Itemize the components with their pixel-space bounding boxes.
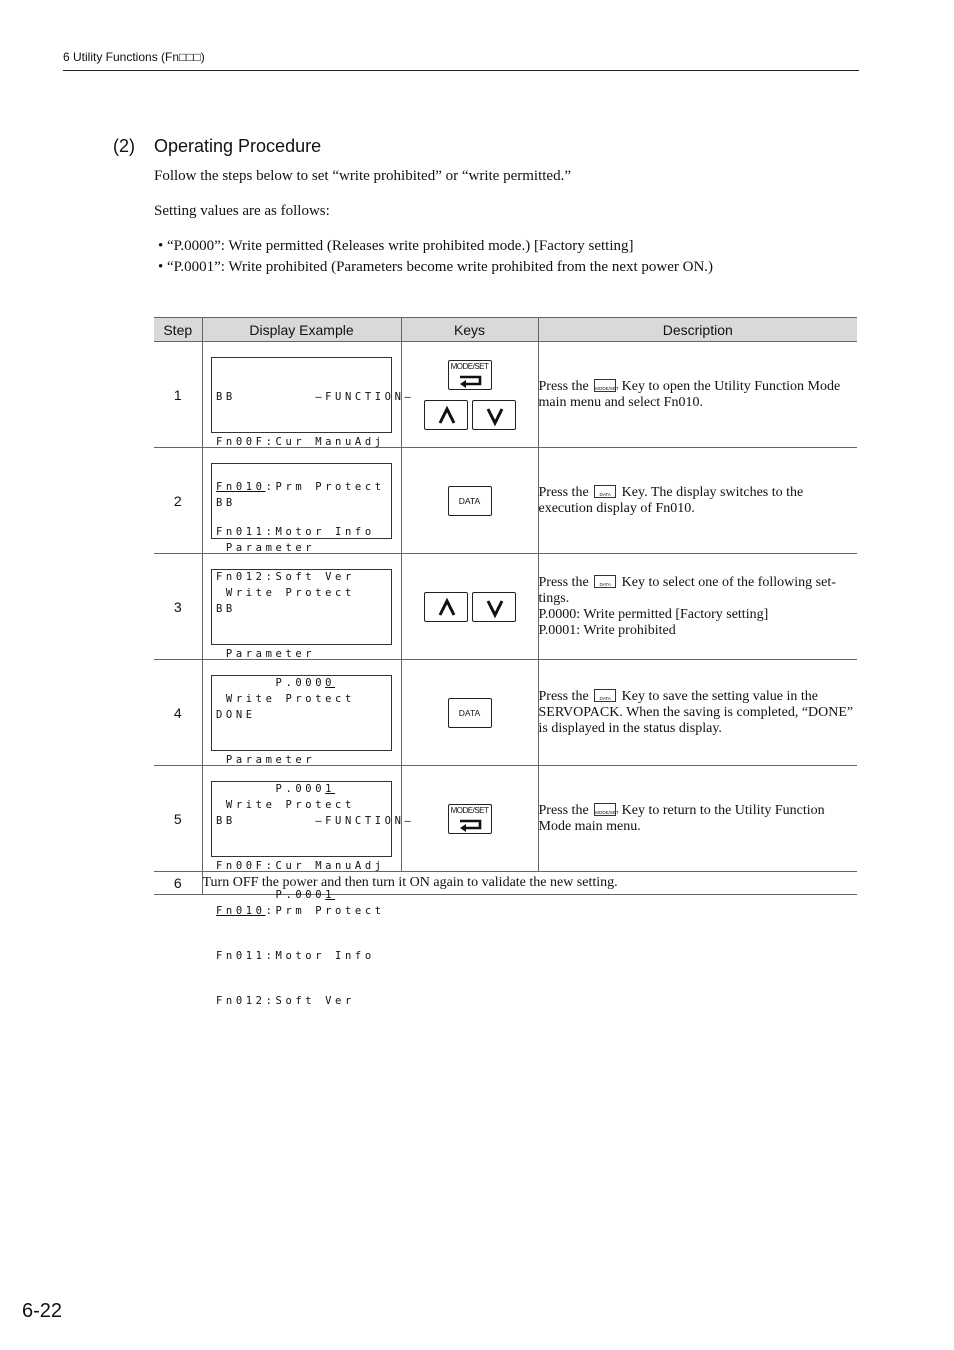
procedure-table [154,317,857,1007]
step-number: 4 [154,660,202,766]
header-display: Display Example [202,318,401,342]
lcd-display: DONE Parameter Write Protect P.0001 [211,675,392,751]
data-key[interactable]: DATA [448,486,492,516]
mode-set-key[interactable]: MODE/SET [448,360,492,390]
up-arrow-icon [438,599,456,617]
inline-data-key-icon: DATA [594,689,616,702]
step-description: Press the DATA Key. The display switches to the execution display of Fn010. [538,448,857,554]
lcd-display: BB Parameter Write Protect P.0000 [211,463,392,539]
step-description: Press the MODE/SET Key to open the Utility Function Mode main menu and select Fn010. [538,342,857,448]
up-key[interactable] [424,400,468,430]
step-description: Press the DATA Key to save the setting value in the SERVOPACK. When the saving is completed, “DONE” is displayed in the status display. [538,660,857,766]
inline-data-key-icon: DATA [594,575,616,588]
header-rule [63,70,859,71]
bullet-item-p0001: • “P.0001”: Write prohibited (Parameters become write prohibited from the next power ON.) [158,259,714,275]
step-number: 5 [154,766,202,872]
section-title: Operating Procedure [154,136,322,156]
bullet-item-p0000: • “P.0000”: Write permitted (Releases write prohibited mode.) [Factory setting] [158,238,634,254]
down-key[interactable] [472,400,516,430]
up-key[interactable] [424,592,468,622]
lcd-display: BB –FUNCTION– Fn00F:Cur ManuAdj Fn010:Prm Protect Fn011:Motor Info Fn012:Soft Ver [211,357,392,433]
mode-set-arrow-icon [458,373,484,387]
mode-set-key[interactable]: MODE/SET [448,804,492,834]
mode-set-arrow-icon [458,817,484,831]
step-number: 3 [154,554,202,660]
data-key[interactable]: DATA [448,698,492,728]
table-row [154,342,857,448]
step-number: 1 [154,342,202,448]
lcd-display: BB –FUNCTION– Fn00F:Cur ManuAdj Fn010:Prm Protect Fn011:Motor Info Fn012:Soft Ver [211,781,392,857]
step-number: 6 [154,872,202,895]
section-number: (2) [113,136,135,156]
down-key[interactable] [472,592,516,622]
step-description: Press the MODE/SET Key to return to the Utility Function Mode main menu. [538,766,857,872]
step-description: Press the DATA Key to select one of the following set- tings. P.0000: Write permitted [Factory setting] P.0001: Write prohibited [538,554,857,660]
header-step: Step [154,318,202,342]
setting-intro: Setting values are as follows: [154,203,330,219]
header-description: Description [538,318,857,342]
inline-mode-set-key-icon: MODE/SET [594,803,616,816]
intro-paragraph: Follow the steps below to set “write prohibited” or “write permitted.” [154,168,571,184]
step-number: 2 [154,448,202,554]
running-header: 6 Utility Functions (Fn□□□) [63,50,205,64]
inline-mode-set-key-icon: MODE/SET [594,379,616,392]
down-arrow-icon [486,407,504,425]
up-arrow-icon [438,407,456,425]
header-keys: Keys [401,318,538,342]
final-note: Turn OFF the power and then turn it ON again to validate the new setting. [202,872,857,895]
down-arrow-icon [486,599,504,617]
section-heading [113,136,321,157]
lcd-display: BB Parameter Write Protect P.0001 [211,569,392,645]
inline-data-key-icon: DATA [594,485,616,498]
page-number: 6-22 [22,1300,63,1322]
table-row [154,448,857,554]
